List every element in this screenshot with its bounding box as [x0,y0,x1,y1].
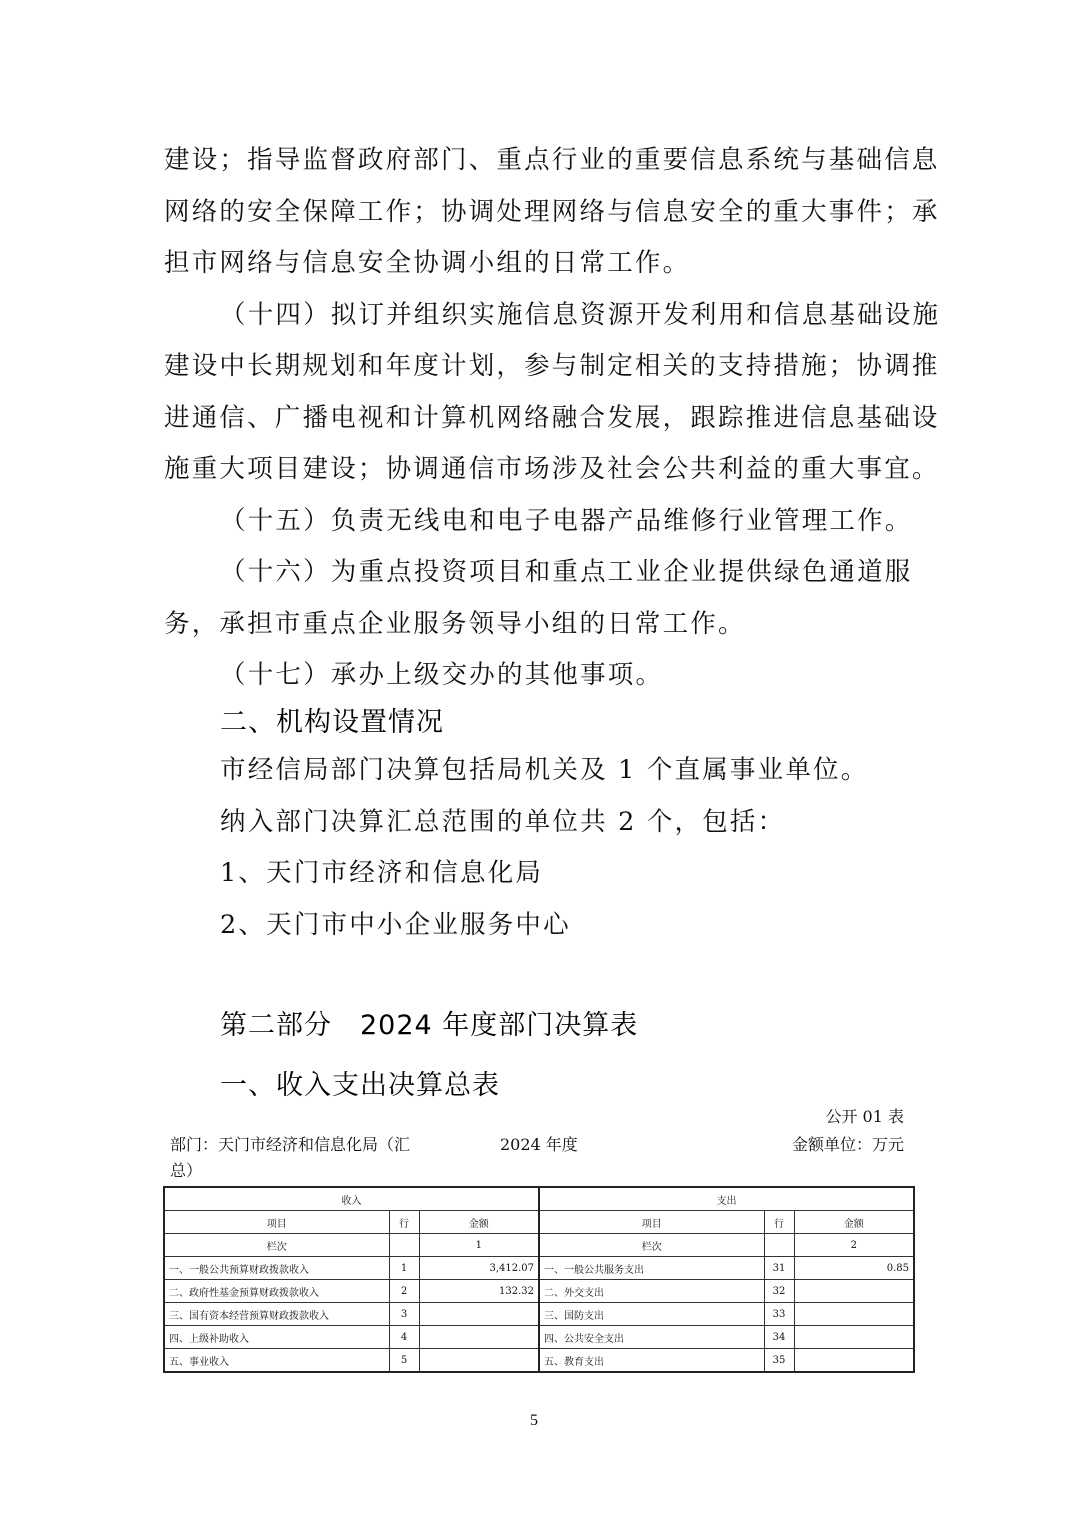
expense-item: 五、教育支出 [539,1349,764,1373]
expense-amount [794,1280,914,1303]
col-index-blank [389,1234,419,1257]
col-item-header: 项目 [164,1211,389,1234]
income-amount: 3,412.07 [419,1257,539,1280]
expense-amount: 0.85 [794,1257,914,1280]
section2-body [220,745,970,951]
income-row-no: 3 [389,1303,419,1326]
unit-list-item: 2、天门市中小企业服务中心 [220,909,571,940]
income-col-index: 1 [419,1234,539,1257]
body-paragraphs [164,135,941,702]
expense-item: 四、公共安全支出 [539,1326,764,1349]
expense-row-no: 34 [764,1326,794,1349]
expense-amount [794,1303,914,1326]
paragraph-line: （十四）拟订并组织实施信息资源开发利用和信息基础设施 [220,299,941,330]
col-index-blank [764,1234,794,1257]
paragraph-line: （十五）负责无线电和电子电器产品维修行业管理工作。 [220,505,913,536]
income-item: 二、政府性基金预算财政拨款收入 [164,1280,389,1303]
section2-line: 市经信局部门决算包括局机关及 1 个直属事业单位。 [220,755,869,785]
form-number: 公开 01 表 [825,1107,904,1126]
paragraph-line: 建设；指导监督政府部门、重点行业的重要信息系统与基础信息 [164,145,940,175]
expense-row-no: 33 [764,1303,794,1326]
col-row-header: 行 [764,1211,794,1234]
col-index-label: 栏次 [539,1234,764,1257]
paragraph-line: 建设中长期规划和年度计划，参与制定相关的支持措施；协调推 [164,351,940,381]
income-amount [419,1326,539,1349]
income-item: 五、事业收入 [164,1349,389,1373]
col-item-header: 项目 [539,1211,764,1234]
table-title: 一、收入支出决算总表 [220,1070,500,1101]
income-item: 四、上级补助收入 [164,1326,389,1349]
section2-line: 纳入部门决算汇总范围的单位共 2 个，包括： [220,806,786,837]
col-amount-header: 金额 [419,1211,539,1234]
expense-amount [794,1349,914,1373]
paragraph-line: 担市网络与信息安全协调小组的日常工作。 [164,248,691,278]
income-expense-table [163,1186,915,1373]
paragraph-line: 施重大项目建设；协调通信市场涉及社会公共利益的重大事宜。 [164,454,940,484]
paragraph-line: （十七）承办上级交办的其他事项。 [220,660,664,690]
unit-list-item: 1、天门市经济和信息化局 [220,858,544,888]
part-title: 第二部分 2024 年度部门决算表 [220,1010,639,1041]
amount-unit: 金额单位：万元 [791,1135,904,1154]
section-heading: 二、机构设置情况 [220,707,444,738]
expense-row-no: 35 [764,1349,794,1373]
income-row-no: 5 [389,1349,419,1373]
expense-item: 一、一般公共服务支出 [539,1257,764,1280]
income-amount [419,1303,539,1326]
income-item: 三、国有资本经营预算财政拨款收入 [164,1303,389,1326]
page-number: 5 [530,1412,538,1429]
expense-header: 支出 [539,1187,914,1211]
table-row [164,1280,914,1303]
col-row-header: 行 [389,1211,419,1234]
income-row-no: 4 [389,1326,419,1349]
expense-item: 三、国防支出 [539,1303,764,1326]
paragraph-line: 务，承担市重点企业服务领导小组的日常工作。 [164,608,746,639]
table-row [164,1303,914,1326]
table-row [164,1257,914,1280]
income-row-no: 2 [389,1280,419,1303]
paragraph-line: 进通信、广播电视和计算机网络融合发展，跟踪推进信息基础设 [164,402,940,433]
fiscal-year: 2024 年度 [500,1135,578,1154]
expense-amount [794,1326,914,1349]
income-amount: 132.32 [419,1280,539,1303]
col-index-label: 栏次 [164,1234,389,1257]
paragraph-line: 网络的安全保障工作；协调处理网络与信息安全的重大事件；承 [164,196,940,227]
expense-row-no: 31 [764,1257,794,1280]
department-label-cont: 总） [170,1161,203,1180]
income-row-no: 1 [389,1257,419,1280]
paragraph-line: （十六）为重点投资项目和重点工业企业提供绿色通道服 [220,557,913,587]
income-header: 收入 [164,1187,539,1211]
expense-col-index: 2 [794,1234,914,1257]
income-amount [419,1349,539,1373]
income-item: 一、一般公共预算财政拨款收入 [164,1257,389,1280]
table-row [164,1326,914,1349]
expense-item: 二、外交支出 [539,1280,764,1303]
department-label: 部门：天门市经济和信息化局（汇 [170,1135,411,1154]
col-amount-header: 金额 [794,1211,914,1234]
table-row [164,1349,914,1373]
expense-row-no: 32 [764,1280,794,1303]
